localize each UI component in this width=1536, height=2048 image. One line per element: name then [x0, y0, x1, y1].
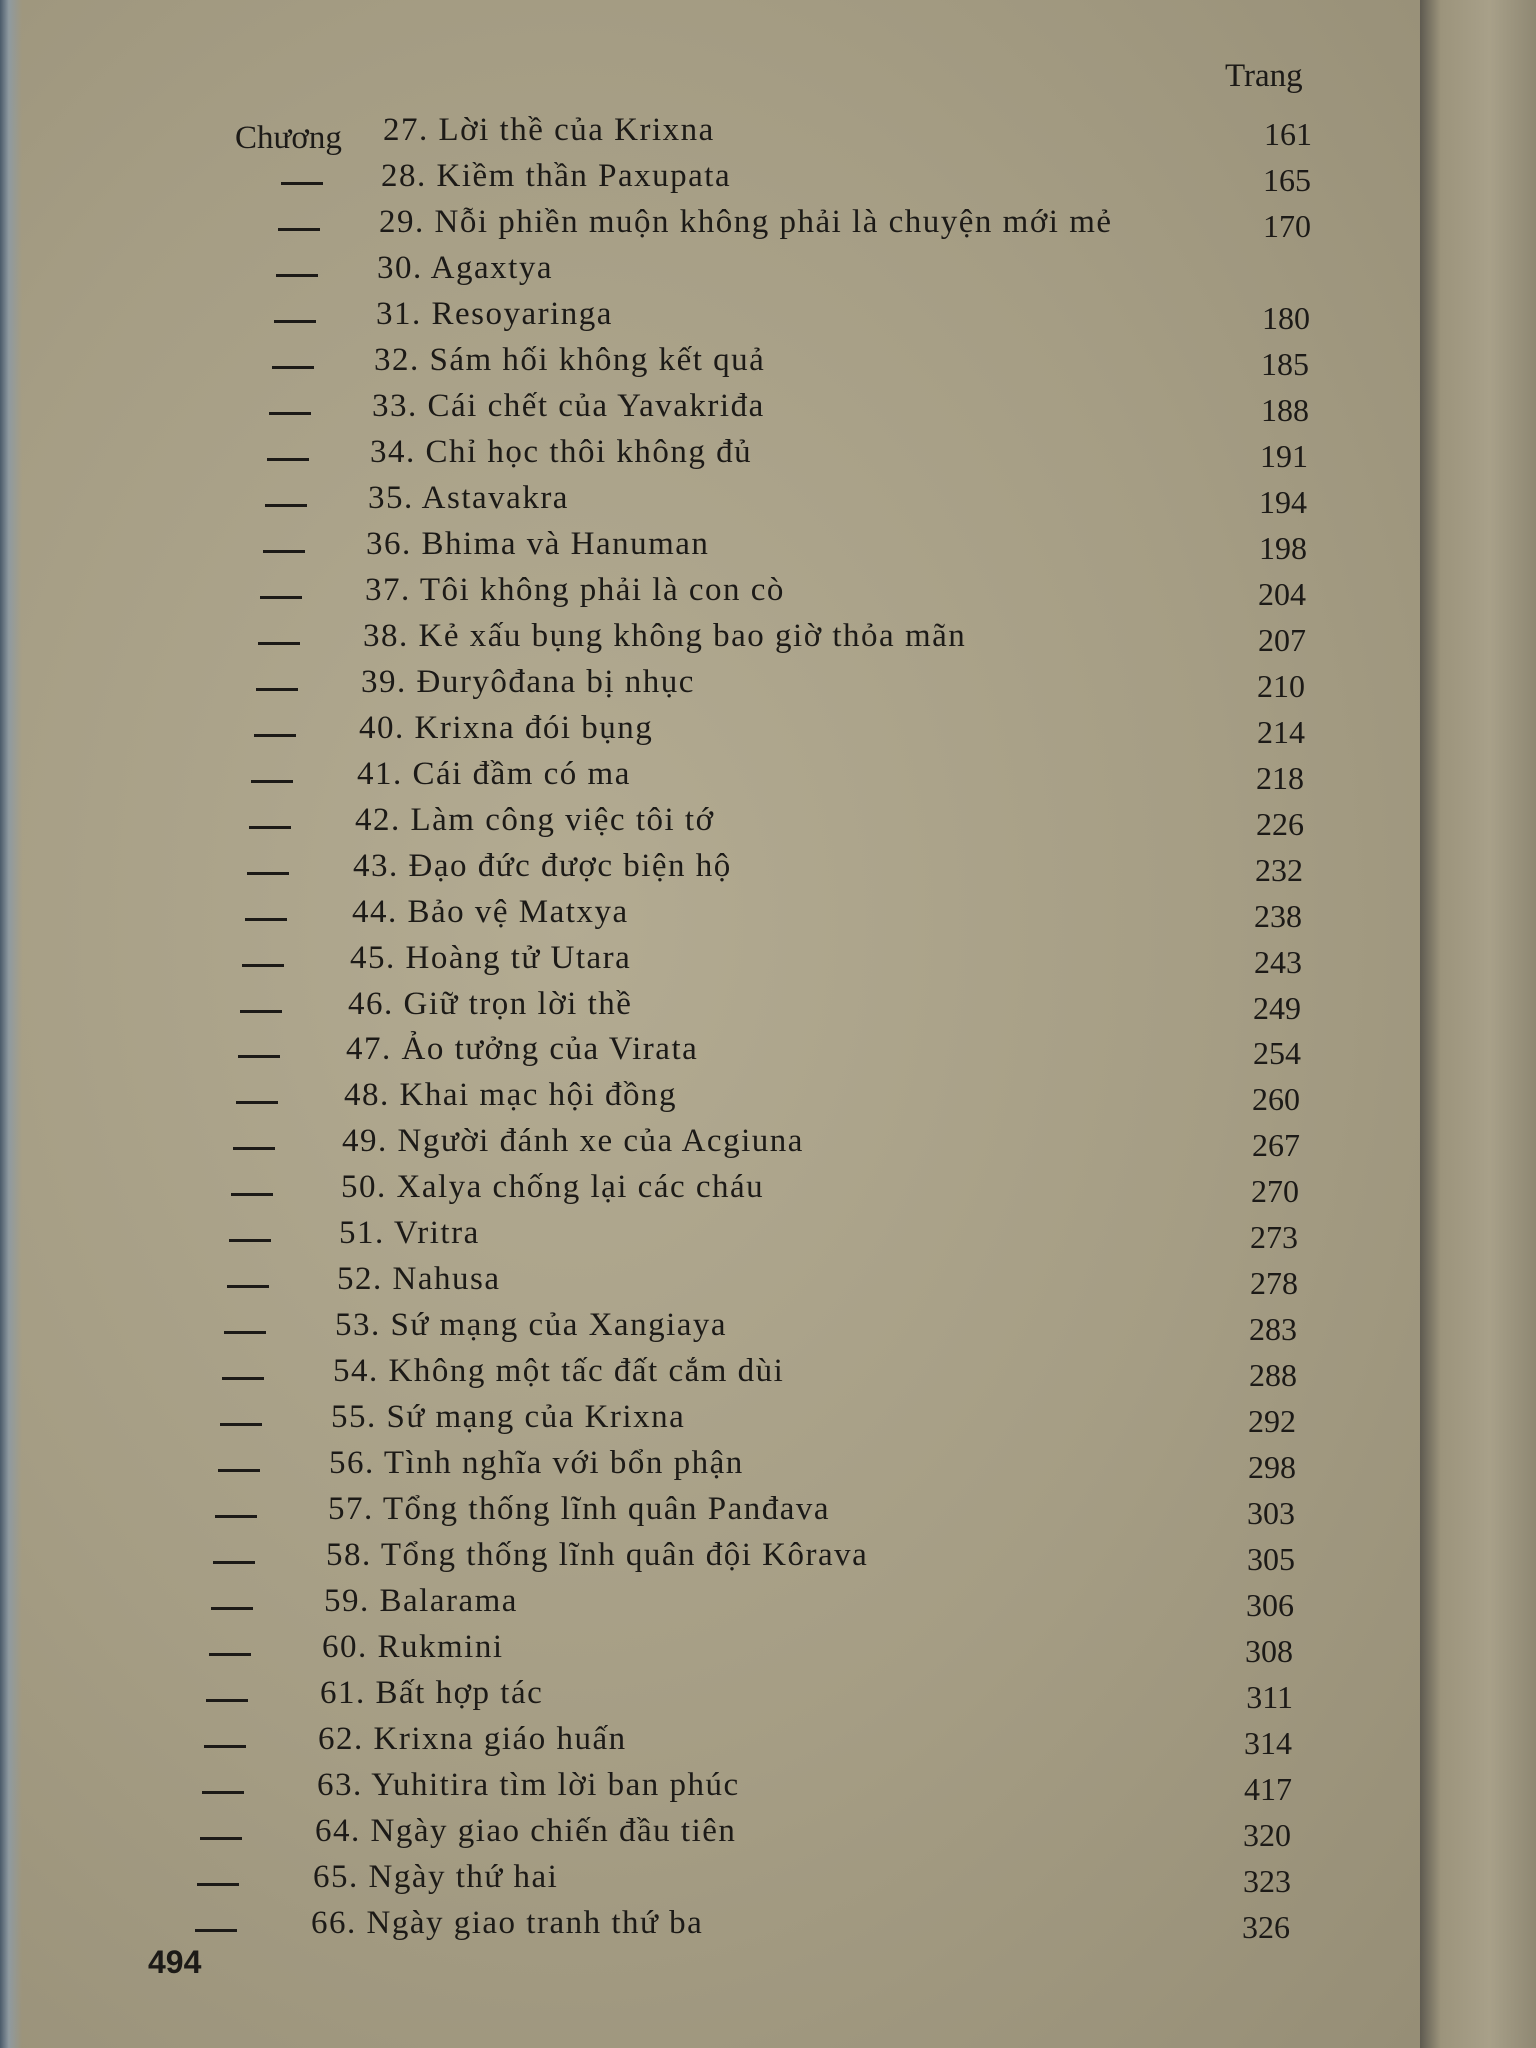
facing-page-edge	[1420, 0, 1536, 2048]
toc-entry-title: 37. Tôi không phải là con cò	[365, 572, 785, 608]
ditto-dash	[267, 458, 309, 461]
toc-entry-page: 260	[1252, 1081, 1300, 1117]
toc-entry-page: 226	[1256, 806, 1304, 842]
ditto-dash	[224, 1331, 266, 1334]
toc-entry-page: 267	[1252, 1127, 1300, 1163]
ditto-dash	[260, 596, 302, 599]
ditto-dash	[202, 1791, 244, 1794]
toc-entry-page: 170	[1263, 208, 1311, 244]
toc-entry-page: 303	[1247, 1495, 1295, 1531]
toc-entry-title: 38. Kẻ xấu bụng không bao giờ thỏa mãn	[363, 618, 967, 654]
toc-entry-title: 45. Hoàng tử Utara	[350, 940, 632, 976]
toc-entry-page: 218	[1256, 760, 1304, 796]
ditto-dash	[240, 1010, 282, 1013]
ditto-dash	[272, 366, 314, 369]
ditto-dash	[197, 1883, 239, 1886]
ditto-dash	[227, 1285, 269, 1288]
toc-entry-title: 54. Không một tấc đất cắm dùi	[333, 1353, 785, 1389]
ditto-dash	[247, 872, 289, 875]
toc-entry-title: 29. Nỗi phiền muộn không phải là chuyện mới mẻ	[379, 204, 1113, 240]
toc-entry-title: 46. Giữ trọn lời thề	[348, 986, 633, 1022]
toc-entry-page: 161	[1264, 116, 1312, 152]
toc-entry-title: 65. Ngày thứ hai	[313, 1859, 559, 1895]
toc-entry-page: 292	[1248, 1403, 1296, 1439]
ditto-dash	[256, 688, 298, 691]
toc-entry-page: 188	[1261, 392, 1309, 428]
toc-entry-title: 62. Krixna giáo huấn	[318, 1721, 627, 1757]
toc-entry-page: 207	[1258, 622, 1306, 658]
toc-entry-page: 288	[1249, 1357, 1297, 1393]
toc-entry-title: 41. Cái đầm có ma	[357, 756, 631, 792]
toc-entry-title: 33. Cái chết của Yavakriđa	[372, 388, 765, 424]
toc-entry-title: 56. Tình nghĩa với bổn phận	[329, 1445, 744, 1481]
ditto-dash	[274, 320, 316, 323]
toc-entry-page: 326	[1242, 1909, 1290, 1945]
ditto-dash	[215, 1515, 257, 1518]
ditto-dash	[269, 412, 311, 415]
toc-entry-title: 30. Agaxtya	[377, 250, 553, 286]
toc-entry-page: 306	[1246, 1587, 1294, 1623]
ditto-dash	[200, 1837, 242, 1840]
toc-entry-page: 254	[1253, 1035, 1301, 1071]
ditto-dash	[258, 642, 300, 645]
toc-entry-title: 40. Krixna đói bụng	[359, 710, 654, 746]
toc-entry-title: 59. Balarama	[324, 1583, 518, 1619]
toc-entry-title: 57. Tổng thống lĩnh quân Panđava	[328, 1491, 831, 1527]
ditto-dash	[211, 1607, 253, 1610]
chapter-label: Chương	[235, 120, 342, 156]
toc-entry-title: 52. Nahusa	[337, 1261, 501, 1297]
toc-entry-page: 323	[1243, 1863, 1291, 1899]
toc-entry-title: 63. Yuhitira tìm lời ban phúc	[317, 1767, 740, 1803]
toc-entry-title: 61. Bất hợp tác	[320, 1675, 544, 1711]
toc-entry-title: 43. Đạo đức được biện hộ	[353, 848, 732, 884]
toc-entry-page: 198	[1259, 530, 1307, 566]
toc-entry-page: 243	[1254, 944, 1302, 980]
toc-entry-page: 298	[1248, 1449, 1296, 1485]
ditto-dash	[249, 826, 291, 829]
toc-entry-title: 28. Kiềm thần Paxupata	[381, 158, 732, 194]
ditto-dash	[204, 1745, 246, 1748]
toc-entry-title: 47. Ảo tưởng của Virata	[346, 1031, 699, 1067]
toc-entry-title: 60. Rukmini	[322, 1629, 504, 1665]
ditto-dash	[263, 550, 305, 553]
toc-entry-title: 51. Vritra	[339, 1215, 480, 1251]
ditto-dash	[213, 1561, 255, 1564]
toc-entry-page: 283	[1249, 1311, 1297, 1347]
toc-entry-title: 66. Ngày giao tranh thứ ba	[311, 1905, 704, 1941]
toc-entry-page: 305	[1247, 1541, 1295, 1577]
page-number-footer: 494	[148, 1944, 202, 1980]
page-column-header: Trang	[1225, 58, 1303, 94]
ditto-dash	[254, 734, 296, 737]
toc-entry-title: 48. Khai mạc hội đồng	[344, 1077, 678, 1113]
toc-entry-page: 320	[1243, 1817, 1291, 1853]
toc-entry-title: 32. Sám hối không kết quả	[374, 342, 766, 378]
ditto-dash	[222, 1377, 264, 1380]
toc-entry-title: 42. Làm công việc tôi tớ	[355, 802, 715, 838]
toc-entry-page: 249	[1253, 990, 1301, 1026]
ditto-dash	[238, 1055, 280, 1058]
ditto-dash	[265, 504, 307, 507]
ditto-dash	[236, 1101, 278, 1104]
ditto-dash	[242, 964, 284, 967]
ditto-dash	[229, 1239, 271, 1242]
toc-entry-title: 31. Resoyaringa	[376, 296, 613, 332]
toc-entry-page: 238	[1254, 898, 1302, 934]
toc-entry-page: 214	[1257, 714, 1305, 750]
toc-entry-page: 165	[1263, 162, 1311, 198]
ditto-dash	[281, 182, 323, 185]
ditto-dash	[220, 1423, 262, 1426]
toc-entry-page: 232	[1255, 852, 1303, 888]
toc-entry-page: 278	[1250, 1265, 1298, 1301]
ditto-dash	[231, 1193, 273, 1196]
ditto-dash	[278, 228, 320, 231]
toc-entry-page: 308	[1245, 1633, 1293, 1669]
toc-entry-title: 64. Ngày giao chiến đầu tiên	[315, 1813, 737, 1849]
toc-entry-title: 27. Lời thề của Krixna	[383, 112, 715, 148]
ditto-dash	[251, 780, 293, 783]
toc-entry-page: 180	[1262, 300, 1310, 336]
toc-entry-title: 58. Tổng thống lĩnh quân đội Kôrava	[326, 1537, 869, 1573]
toc-entry-title: 34. Chỉ học thôi không đủ	[370, 434, 753, 470]
toc-entry-page: 311	[1246, 1679, 1293, 1715]
toc-entry-title: 50. Xalya chống lại các cháu	[341, 1169, 765, 1205]
toc-entry-page: 194	[1259, 484, 1307, 520]
toc-entry-page: 270	[1251, 1173, 1299, 1209]
ditto-dash	[276, 274, 318, 277]
toc-entry-title: 49. Người đánh xe của Acgiuna	[342, 1123, 804, 1159]
toc-entry-page: 191	[1260, 438, 1308, 474]
toc-entry-page: 273	[1250, 1219, 1298, 1255]
toc-entry-title: 53. Sứ mạng của Xangiaya	[335, 1307, 728, 1343]
toc-entry-title: 44. Bảo vệ Matxya	[352, 894, 629, 930]
ditto-dash	[218, 1469, 260, 1472]
toc-entry-page: 204	[1258, 576, 1306, 612]
toc-entry-title: 39. Đuryôđana bị nhục	[361, 664, 695, 700]
ditto-dash	[195, 1929, 237, 1932]
toc-entry-title: 55. Sứ mạng của Krixna	[331, 1399, 686, 1435]
ditto-dash	[233, 1147, 275, 1150]
toc-entry-title: 35. Astavakra	[368, 480, 569, 516]
ditto-dash	[209, 1653, 251, 1656]
toc-entry-page: 185	[1261, 346, 1309, 382]
toc-entry-page: 314	[1244, 1725, 1292, 1761]
toc-entry-page: 210	[1257, 668, 1305, 704]
ditto-dash	[206, 1699, 248, 1702]
ditto-dash	[245, 918, 287, 921]
toc-entry-title: 36. Bhima và Hanuman	[366, 526, 710, 562]
toc-entry-page: 417	[1244, 1771, 1292, 1807]
